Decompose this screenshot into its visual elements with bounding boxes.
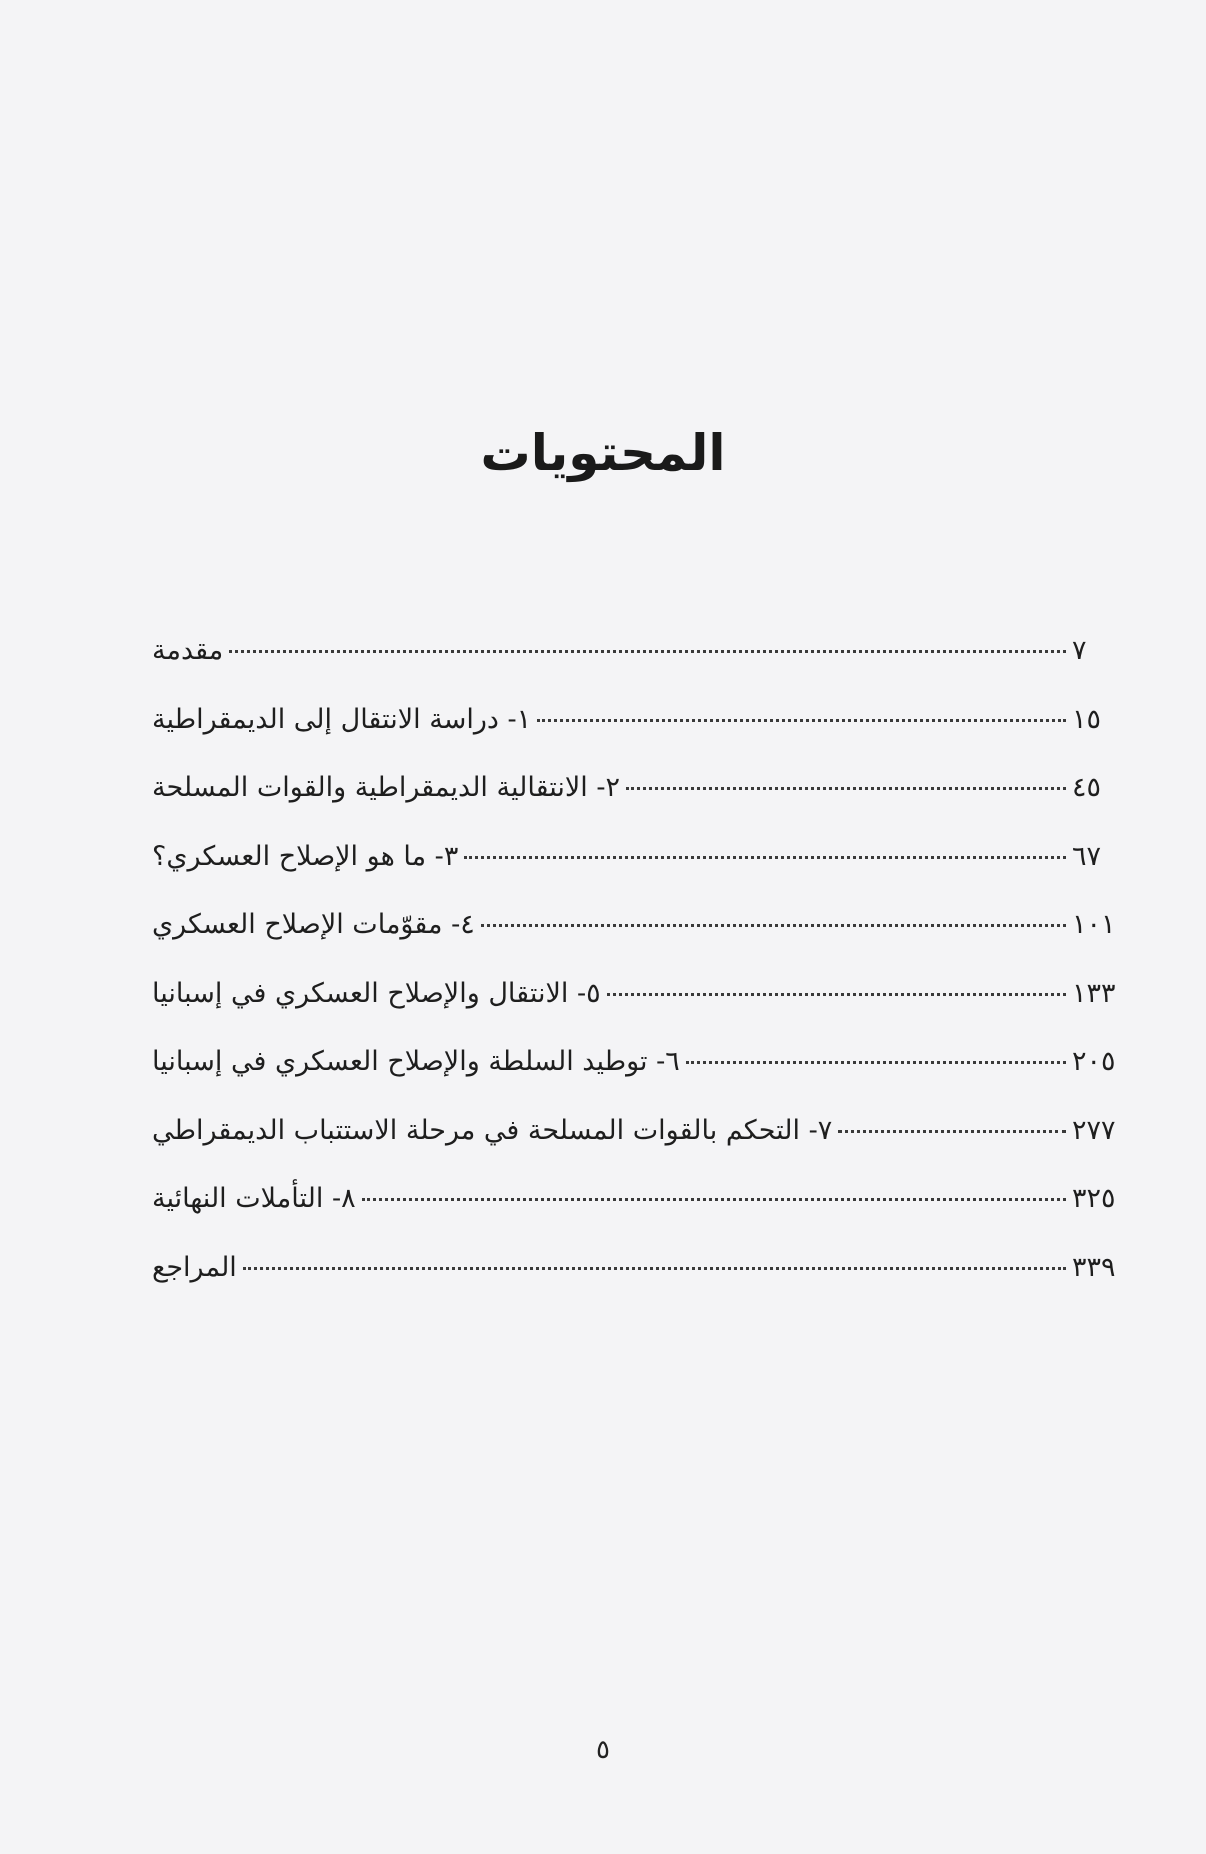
toc-entry-page: ٦٧ xyxy=(1072,840,1102,872)
toc-entry-chapter-1 xyxy=(152,704,1144,773)
toc-entry-label: ٧- التحكم بالقوات المسلحة في مرحلة الاستتباب الديمقراطي xyxy=(152,1114,833,1146)
toc-entry-introduction xyxy=(152,635,1144,704)
dot-leader xyxy=(229,650,1066,653)
toc-entry-chapter-3 xyxy=(152,841,1144,910)
dot-leader xyxy=(243,1267,1066,1270)
dot-leader xyxy=(464,856,1066,859)
toc-entry-label: ٦- توطيد السلطة والإصلاح العسكري في إسبانيا xyxy=(152,1046,680,1077)
toc-entry-page: ٢٠٥ xyxy=(1072,1046,1116,1077)
toc-entry-page: ١٥ xyxy=(1072,703,1102,735)
toc-entry-chapter-5 xyxy=(152,978,1144,1047)
table-of-contents xyxy=(152,635,1144,1320)
toc-entry-label: ٣- ما هو الإصلاح العسكري؟ xyxy=(152,840,459,872)
toc-entry-label: ٤- مقوّمات الإصلاح العسكري xyxy=(152,909,475,940)
page-title: المحتويات xyxy=(480,424,726,482)
toc-entry-page: ٣٣٩ xyxy=(1072,1251,1116,1283)
toc-entry-label: ١- دراسة الانتقال إلى الديمقراطية xyxy=(152,703,532,735)
dot-leader xyxy=(537,719,1066,722)
toc-entry-label: ٥- الانتقال والإصلاح العسكري في إسبانيا xyxy=(152,977,601,1009)
toc-entry-label: ٢- الانتقالية الديمقراطية والقوات المسلحة xyxy=(152,772,621,803)
toc-entry-page: ١٣٣ xyxy=(1072,977,1116,1009)
dot-leader xyxy=(607,993,1066,996)
toc-entry-chapter-4 xyxy=(152,909,1144,978)
toc-entry-label: ٨- التأملات النهائية xyxy=(152,1183,356,1214)
toc-entry-page: ٤٥ xyxy=(1072,772,1102,803)
toc-entry-chapter-7 xyxy=(152,1115,1144,1184)
dot-leader xyxy=(838,1130,1066,1133)
toc-entry-label: المراجع xyxy=(152,1251,237,1283)
toc-entry-chapter-8 xyxy=(152,1183,1144,1252)
page-number: ٥ xyxy=(596,1735,610,1765)
toc-entry-chapter-6 xyxy=(152,1046,1144,1115)
toc-entry-page: ٧ xyxy=(1072,635,1087,666)
toc-entry-page: ١٠١ xyxy=(1072,909,1116,940)
dot-leader xyxy=(362,1198,1066,1201)
toc-entry-label: مقدمة xyxy=(152,635,224,666)
dot-leader xyxy=(686,1061,1066,1064)
toc-entry-page: ٣٢٥ xyxy=(1072,1183,1116,1214)
toc-entry-references xyxy=(152,1252,1144,1321)
dot-leader xyxy=(626,787,1066,790)
toc-entry-chapter-2 xyxy=(152,772,1144,841)
toc-entry-page: ٢٧٧ xyxy=(1072,1114,1116,1146)
dot-leader xyxy=(481,924,1066,927)
